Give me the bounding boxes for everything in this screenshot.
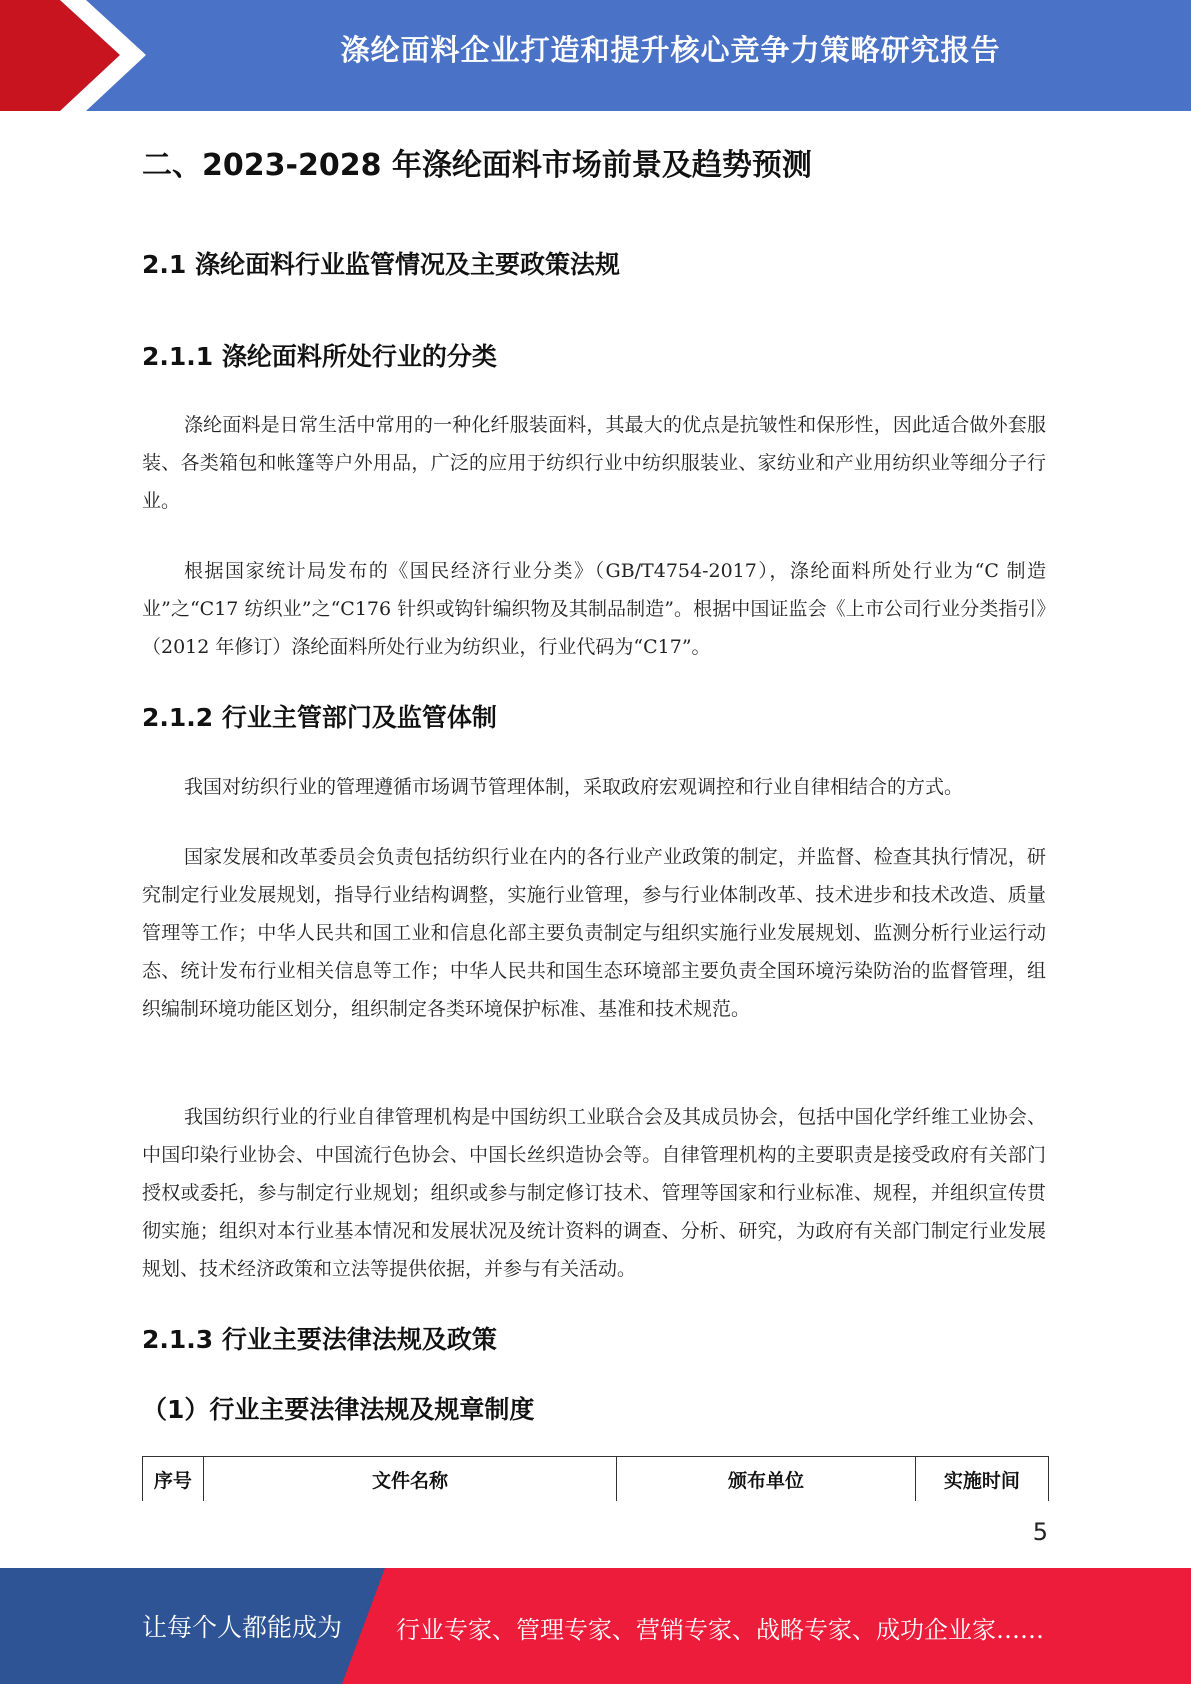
heading-2-1-2: 2.1.2 行业主管部门及监管体制 bbox=[142, 703, 497, 732]
header-banner bbox=[0, 0, 1191, 111]
paragraph-regulation-3: 我国纺织行业的行业自律管理机构是中国纺织工业联合会及其成员协会，包括中国化学纤维工业协会、中国印染行业协会、中国流行色协会、中国长丝织造协会等。自律管理机构的主要职责是接受政府有关部门授权或委托，参与制定行业规划；组织或参与制定修订技术、管理等国家和行业标准、规程，并组织宣传贯彻实施；组织对本行业基本情况和发展状况及统计资料的调查、分析、研究，为政府有关部门制定行业发展规划、技术经济政策和立法等提供依据，并参与有关活动。 bbox=[142, 1106, 1046, 1280]
paragraph-classification-1: 涤纶面料是日常生活中常用的一种化纤服装面料，其最大的优点是抗皱性和保形性，因此适合做外套服装、各类箱包和帐篷等户外用品，广泛的应用于纺织行业中纺织服装业、家纺业和产业用纺织业等细分子行业。 bbox=[142, 414, 1046, 512]
header-arrow-decoration bbox=[0, 0, 160, 111]
footer-banner bbox=[0, 1568, 1191, 1684]
subheading-laws: （1）行业主要法律法规及规章制度 bbox=[142, 1395, 535, 1424]
heading-2-1-1: 2.1.1 涤纶面料所处行业的分类 bbox=[142, 342, 497, 371]
table-header-effective-date: 实施时间 bbox=[915, 1457, 1048, 1502]
table-header-issuer: 颁布单位 bbox=[617, 1457, 915, 1502]
laws-table bbox=[142, 1456, 1049, 1501]
heading-2-1: 2.1 涤纶面料行业监管情况及主要政策法规 bbox=[142, 250, 620, 279]
table-header-document: 文件名称 bbox=[203, 1457, 617, 1502]
table-header-row bbox=[143, 1457, 1049, 1502]
footer-slogan-left: 让每个人都能成为 bbox=[142, 1613, 343, 1642]
page-number: 5 bbox=[1032, 1518, 1048, 1546]
report-title: 涤纶面料企业打造和提升核心竞争力策略研究报告 bbox=[340, 33, 1001, 67]
table-header-number: 序号 bbox=[143, 1457, 204, 1502]
paragraph-classification-2: 根据国家统计局发布的《国民经济行业分类》（GB/T4754-2017），涤纶面料所处行业为“C 制造业”之“C17 纺织业”之“C176 针织或钩针编织物及其制品制造”。根据中国证监会《上市公司行业分类指引》（2012 年修订）涤纶面料所处行业为纺织业，行业代码为“C17”。 bbox=[142, 560, 1046, 658]
paragraph-regulation-1: 我国对纺织行业的管理遵循市场调节管理体制，采取政府宏观调控和行业自律相结合的方式。 bbox=[184, 776, 964, 798]
paragraph-regulation-2: 国家发展和改革委员会负责包括纺织行业在内的各行业产业政策的制定，并监督、检查其执行情况，研究制定行业发展规划，指导行业结构调整，实施行业管理，参与行业体制改革、技术进步和技术改造、质量管理等工作；中华人民共和国工业和信息化部主要负责制定与组织实施行业发展规划、监测分析行业运行动态、统计发布行业相关信息等工作；中华人民共和国生态环境部主要负责全国环境污染防治的监督管理，组织编制环境功能区划分，组织制定各类环境保护标准、基准和技术规范。 bbox=[142, 846, 1046, 1020]
section-title: 二、2023-2028 年涤纶面料市场前景及趋势预测 bbox=[142, 148, 812, 183]
heading-2-1-3: 2.1.3 行业主要法律法规及政策 bbox=[142, 1325, 497, 1354]
footer-slogan-right: 行业专家、管理专家、营销专家、战略专家、成功企业家…… bbox=[396, 1616, 1044, 1644]
